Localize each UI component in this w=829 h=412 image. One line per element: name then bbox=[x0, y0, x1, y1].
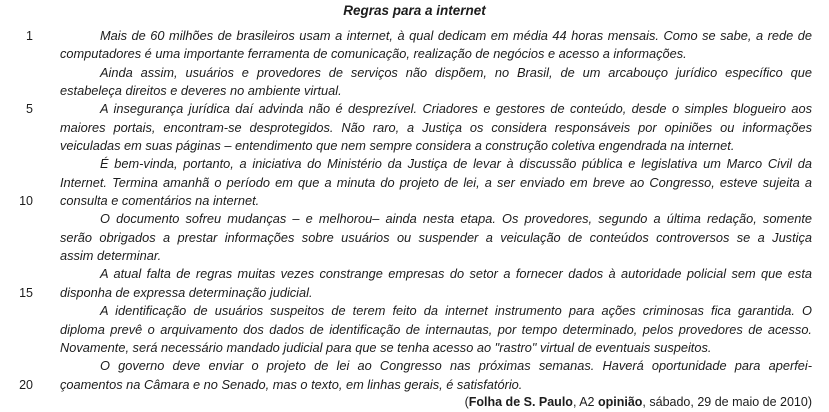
line-number: 20 bbox=[19, 377, 33, 392]
line-number bbox=[0, 321, 33, 339]
line-number: 10 bbox=[19, 194, 33, 209]
citation-date: , sábado, 29 de maio de 2010) bbox=[642, 394, 812, 409]
line-number bbox=[0, 247, 33, 265]
line-text: Ainda assim, usuários e provedores de serviços não dispõem, no Brasil, de um arcabouço jurídico específico que bbox=[100, 64, 812, 80]
line-text: A identificação de usuários suspeitos de terem feito da internet instrumento para ações criminosas fica garantida. O bbox=[100, 303, 812, 319]
text-line bbox=[0, 357, 829, 375]
citation bbox=[0, 395, 812, 410]
line-number bbox=[0, 357, 33, 375]
line-number bbox=[0, 210, 33, 228]
citation-open-paren: ( bbox=[464, 394, 469, 409]
line-text: consulta e comentários na internet. bbox=[60, 193, 260, 209]
text-line bbox=[0, 210, 829, 228]
line-number bbox=[0, 45, 33, 63]
document-body bbox=[0, 27, 829, 394]
line-number bbox=[0, 174, 33, 192]
text-line bbox=[0, 321, 829, 339]
line-number bbox=[0, 119, 33, 137]
line-number bbox=[0, 64, 33, 82]
text-line bbox=[0, 82, 829, 100]
text-line bbox=[0, 27, 829, 45]
line-number bbox=[0, 302, 33, 320]
line-text: assim determinar. bbox=[60, 248, 162, 264]
text-line bbox=[0, 119, 829, 137]
text-line bbox=[0, 284, 829, 302]
line-text: estabeleça direitos e deveres no ambiente virtual. bbox=[60, 83, 342, 99]
line-text: veiculadas em suas páginas – entendimento que nem sempre considera a construção coletiva engendrada na internet. bbox=[60, 138, 735, 154]
line-text: disponha de expressa determinação judicial. bbox=[60, 284, 313, 300]
line-text: A atual falta de regras muitas vezes constrange empresas do setor a fornecer dados à autoridade policial sem que esta bbox=[100, 266, 812, 282]
line-number bbox=[0, 155, 33, 173]
line-number: 5 bbox=[26, 102, 33, 117]
text-line bbox=[0, 376, 829, 394]
text-line bbox=[0, 192, 829, 210]
citation-source: Folha de S. Paulo bbox=[468, 394, 573, 409]
line-number bbox=[0, 137, 33, 155]
line-text: diploma prevê o arquivamento dos dados de identificação de internautas, por tempo determinado, pelos provedores de acesso. bbox=[60, 321, 812, 337]
line-text: Internet. Termina amanhã o período em que a minuta do projeto de lei, a ser enviado em breve ao Congresso, esteve sujeita a bbox=[60, 174, 812, 190]
line-text: Novamente, será necessário mandado judicial para que se tenha acesso ao "rastro" virtual de eventuais suspeitos. bbox=[60, 339, 712, 355]
line-number: 15 bbox=[19, 285, 33, 300]
page-title: Regras para a internet bbox=[343, 3, 486, 18]
line-number: 1 bbox=[26, 29, 33, 43]
citation-page: , A2 bbox=[572, 394, 598, 409]
text-line bbox=[0, 100, 829, 118]
line-text: O documento sofreu mudanças – e melhorou– ainda nesta etapa. Os provedores, segundo a última redação, somente bbox=[100, 211, 812, 227]
text-line bbox=[0, 155, 829, 173]
line-text: maiores portais, encontram-se desprotegidos. Não raro, a Justiça os considera responsáveis por opiniões ou informações bbox=[60, 119, 812, 135]
line-text: çoamentos na Câmara e no Senado, mas o texto, em linhas gerais, é satisfatório. bbox=[60, 376, 523, 392]
text-line bbox=[0, 339, 829, 357]
line-text: A insegurança jurídica daí advinda não é desprezível. Criadores e gestores de conteúdo, desde o simples blogueiro aos bbox=[100, 101, 812, 117]
text-line bbox=[0, 302, 829, 320]
line-text: É bem-vinda, portanto, a iniciativa do Ministério da Justiça de levar à discussão pública e legislativa um Marco Civil da bbox=[100, 156, 812, 172]
text-line bbox=[0, 265, 829, 283]
line-text: Mais de 60 milhões de brasileiros usam a internet, à qual dedicam em média 44 horas mensais. Como se sabe, a rede de bbox=[100, 28, 812, 43]
text-line bbox=[0, 45, 829, 63]
line-number bbox=[0, 339, 33, 357]
text-line bbox=[0, 174, 829, 192]
line-number bbox=[0, 229, 33, 247]
line-number bbox=[0, 82, 33, 100]
line-text: computadores é uma importante ferramenta de comunicação, realização de negócios e acesso a informações. bbox=[60, 46, 687, 62]
citation-section: opinião bbox=[597, 394, 643, 409]
text-line bbox=[0, 137, 829, 155]
text-line bbox=[0, 229, 829, 247]
text-line bbox=[0, 64, 829, 82]
line-text: O governo deve enviar o projeto de lei ao Congresso nas próximas semanas. Haverá oportunidade para aperfei- bbox=[100, 358, 812, 374]
line-text: serão obrigados a prestar informações sobre usuários ou suspender a veiculação de conteúdos controversos se a Justiça bbox=[60, 229, 812, 245]
text-line bbox=[0, 247, 829, 265]
line-number bbox=[0, 265, 33, 283]
